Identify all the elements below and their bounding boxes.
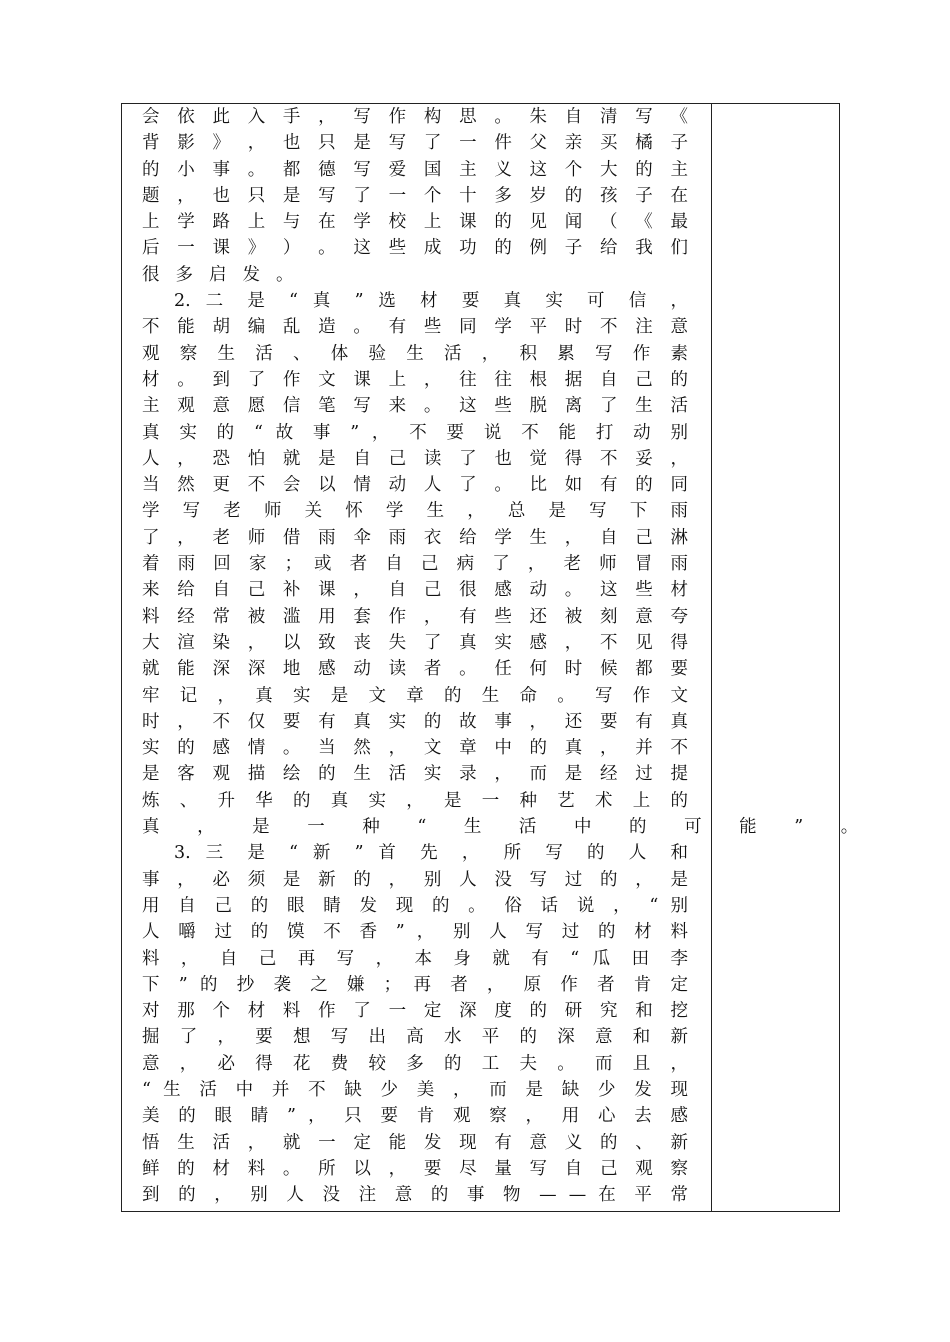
- text-line: 题 ， 也 只 是 写 了 一 个 十 多 岁 的 孩 子 在: [142, 185, 688, 206]
- text-line: 人 ， 恐 怕 就 是 自 己 读 了 也 觉 得 不 妥 ，: [142, 448, 688, 469]
- text-line: 美 的 眼 睛 ” ， 只 要 肯 观 察 ， 用 心 去 感: [142, 1106, 688, 1127]
- document-table: [121, 103, 875, 1212]
- text-line: 不 能 胡 编 乱 造 。 有 些 同 学 平 时 不 注 意: [142, 317, 688, 338]
- text-line: 到 的 ， 别 人 没 注 意 的 事 物 — — 在 平 常: [142, 1185, 688, 1206]
- text-line: 用 自 己 的 眼 睛 发 现 的 。 俗 话 说 ， “ 别: [142, 895, 688, 916]
- text-line: 来 给 自 己 补 课 ， 自 己 很 感 动 。 这 些 材: [142, 580, 688, 601]
- text-line: 掘 了 ， 要 想 写 出 高 水 平 的 深 意 和 新: [142, 1027, 688, 1048]
- text-line: 对 那 个 材 料 作 了 一 定 深 度 的 研 究 和 挖: [142, 1001, 688, 1022]
- text-line: “ 生 活 中 并 不 缺 少 美 ， 而 是 缺 少 发 现: [142, 1079, 688, 1100]
- text-line: 背 影 》 ， 也 只 是 写 了 一 件 父 亲 买 橘 子: [142, 133, 688, 154]
- text-line: 上 学 路 上 与 在 学 校 上 课 的 见 闻 （ 《 最: [142, 212, 688, 233]
- text-line: 着 雨 回 家 ； 或 者 自 己 病 了 ， 老 师 冒 雨: [142, 554, 688, 575]
- text-line: 学 写 老 师 关 怀 学 生 ， 总 是 写 下 雨: [142, 501, 688, 522]
- text-line: 炼 、 升 华 的 真 实 ， 是 一 种 艺 术 上 的: [142, 790, 688, 811]
- notes-cell: [712, 104, 839, 1211]
- text-line: 实 的 感 情 。 当 然 ， 文 章 中 的 真 ， 并 不: [142, 738, 688, 759]
- text-line: 料 ， 自 己 再 写 ， 本 身 就 有 “ 瓜 田 李: [142, 948, 688, 969]
- text-line: 人 嚼 过 的 馍 不 香 ” ， 别 人 写 过 的 材 料: [142, 922, 688, 943]
- text-cell: [142, 104, 875, 1208]
- text-line: 当 然 更 不 会 以 情 动 人 了 。 比 如 有 的 同: [142, 475, 688, 496]
- text-line: 就 能 深 深 地 感 动 读 者 。 任 何 时 候 都 要: [142, 659, 688, 680]
- text-line: 观 察 生 活 、 体 验 生 活 ， 积 累 写 作 素: [142, 343, 688, 364]
- text-line: 会 依 此 入 手 ， 写 作 构 思 。 朱 自 清 写 《: [142, 107, 688, 127]
- text-line: 真 ， 是 一 种 “ 生 活 中 的 可 能 ” 。: [142, 817, 875, 838]
- text-line: 主 观 意 愿 信 笔 写 来 。 这 些 脱 离 了 生 活: [142, 396, 688, 417]
- text-line: 鲜 的 材 料 。 所 以 ， 要 尽 量 写 自 己 观 察: [142, 1158, 688, 1179]
- text-line: 料 经 常 被 滥 用 套 作 ， 有 些 还 被 刻 意 夸: [142, 606, 688, 627]
- text-line: 下 ” 的 抄 袭 之 嫌 ； 再 者 ， 原 作 者 肯 定: [142, 974, 688, 995]
- text-line: 牢 记 ， 真 实 是 文 章 的 生 命 。 写 作 文: [142, 685, 688, 706]
- text-line: 时 ， 不 仅 要 有 真 实 的 故 事 ， 还 要 有 真: [142, 711, 688, 732]
- paragraph-heading-2: 2. 二 是 “ 真 ” 选 材 要 真 实 可 信 ，: [174, 291, 688, 312]
- text-line: 很多启发。: [142, 264, 310, 285]
- text-line: 的 小 事 。 都 德 写 爱 国 主 义 这 个 大 的 主: [142, 159, 688, 180]
- text-line: 材 。 到 了 作 文 课 上 ， 往 往 根 据 自 己 的: [142, 369, 688, 390]
- text-line: 了 ， 老 师 借 雨 伞 雨 衣 给 学 生 ， 自 己 淋: [142, 527, 688, 548]
- text-line: 事 ， 必 须 是 新 的 ， 别 人 没 写 过 的 ， 是: [142, 869, 688, 890]
- text-line: 意 ， 必 得 花 费 较 多 的 工 夫 。 而 且 ，: [142, 1053, 688, 1074]
- text-line: 真 实 的 “ 故 事 ” ， 不 要 说 不 能 打 动 别: [142, 422, 688, 443]
- paragraph-heading-3: 3. 三 是 “ 新 ” 首 先 ， 所 写 的 人 和: [174, 843, 688, 864]
- text-line: 是 客 观 描 绘 的 生 活 实 录 ， 而 是 经 过 提: [142, 764, 688, 785]
- text-line: 大 渲 染 ， 以 致 丧 失 了 真 实 感 ， 不 见 得: [142, 632, 688, 653]
- text-line: 悟 生 活 ， 就 一 定 能 发 现 有 意 义 的 、 新: [142, 1132, 688, 1153]
- text-line: 后 一 课 》 ） 。 这 些 成 功 的 例 子 给 我 们: [142, 238, 688, 259]
